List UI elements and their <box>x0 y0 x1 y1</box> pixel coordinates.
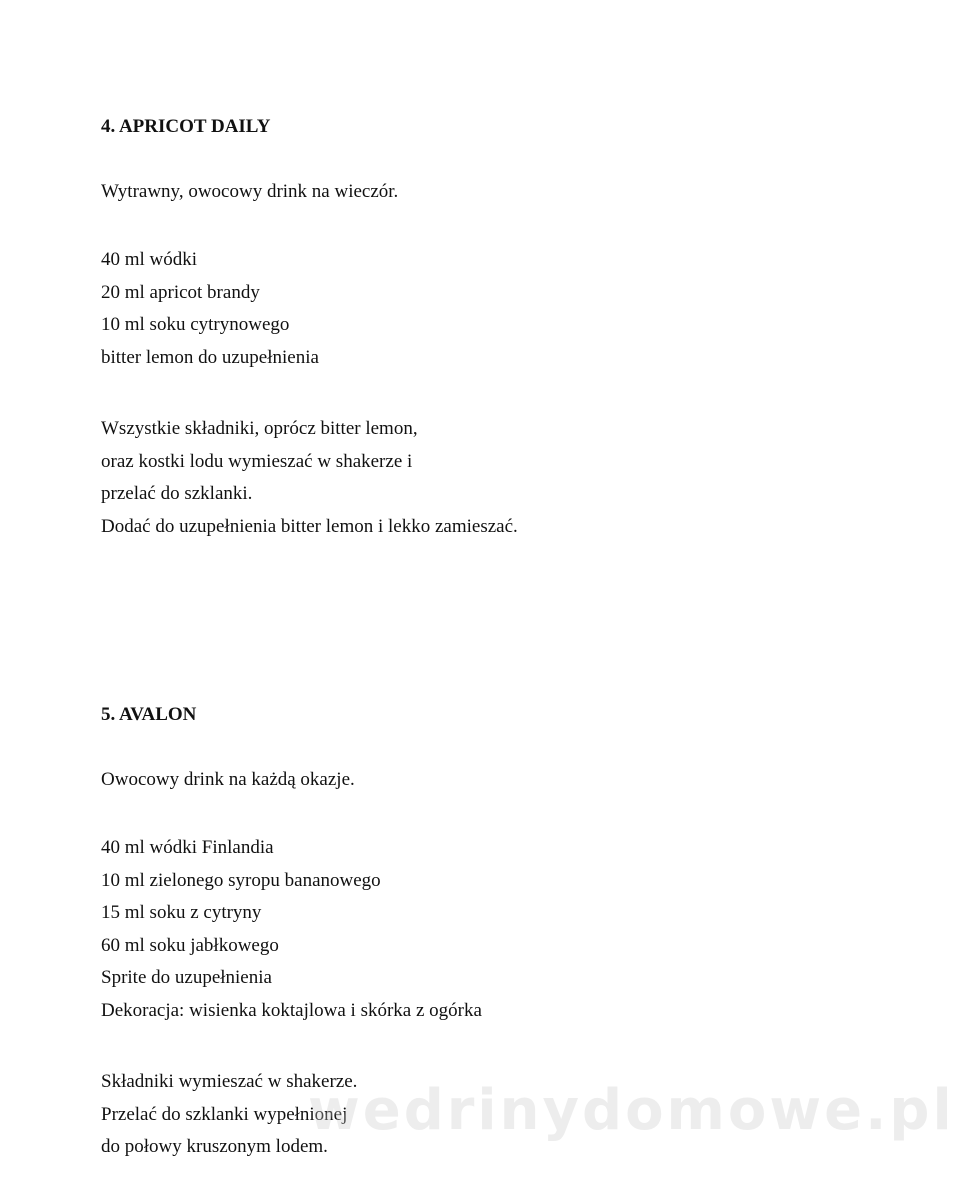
instruction-line: Wszystkie składniki, oprócz bitter lemon, <box>101 418 418 439</box>
instruction-line: Składniki wymieszać w shakerze. <box>101 1071 358 1092</box>
instruction-list <box>101 413 821 543</box>
instruction-list <box>101 1066 821 1164</box>
ingredient-item: 40 ml wódki Finlandia <box>101 837 274 858</box>
instruction-line: do połowy kruszonym lodem. <box>101 1136 328 1157</box>
ingredient-item: 20 ml apricot brandy <box>101 281 260 303</box>
ingredient-item: 40 ml wódki <box>101 249 198 270</box>
ingredient-list <box>101 832 821 1027</box>
ingredient-item: 15 ml soku z cytryny <box>101 902 262 923</box>
ingredient-item: bitter lemon do uzupełnienia <box>101 346 319 368</box>
ingredient-item: 10 ml zielonego syropu bananowego <box>101 869 381 891</box>
recipe-description: Owocowy drink na każdą okazje. <box>101 769 355 790</box>
watermark: wedrinydomowe.pl <box>308 1078 955 1143</box>
instruction-line: Przelać do szklanki wypełnionej <box>101 1103 348 1125</box>
ingredient-item: Sprite do uzupełnienia <box>101 967 272 988</box>
instruction-line: przelać do szklanki. <box>101 483 253 504</box>
recipe-avalon <box>101 702 821 1164</box>
recipe-apricot-daily <box>101 114 821 543</box>
ingredient-list <box>101 244 821 374</box>
recipe-title: 4. APRICOT DAILY <box>101 116 271 137</box>
instruction-line: oraz kostki lodu wymieszać w shakerze i <box>101 450 413 472</box>
ingredient-item: Dekoracja: wisienka koktajlowa i skórka z ogórka <box>101 999 482 1021</box>
ingredient-item: 60 ml soku jabłkowego <box>101 934 279 956</box>
recipe-title: 5. AVALON <box>101 704 197 725</box>
ingredient-item: 10 ml soku cytrynowego <box>101 314 290 335</box>
recipe-description: Wytrawny, owocowy drink na wieczór. <box>101 181 399 202</box>
instruction-line: Dodać do uzupełnienia bitter lemon i lekko zamieszać. <box>101 515 518 537</box>
